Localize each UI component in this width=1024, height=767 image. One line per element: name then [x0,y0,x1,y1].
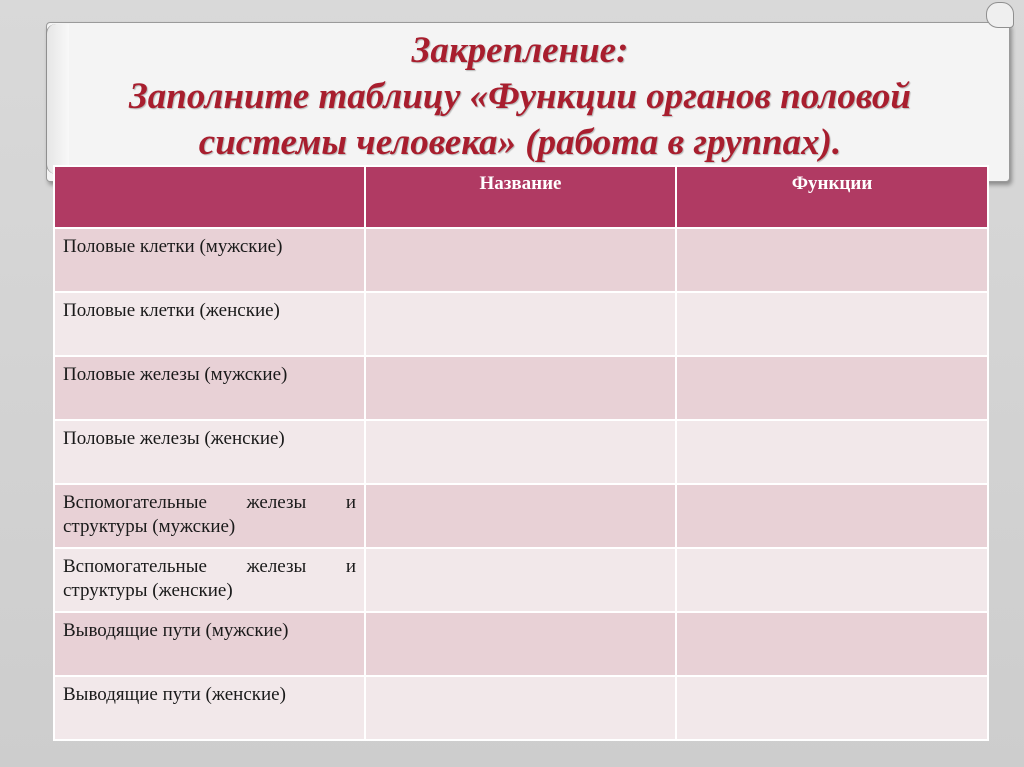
row-label: Вспомогательные железы и структуры (женские) [54,548,365,612]
row-label: Половые железы (женские) [54,420,365,484]
table-row [54,292,988,356]
slide-title [70,28,970,166]
row-label: Половые клетки (мужские) [54,228,365,292]
header-cell-name: Название [365,166,676,228]
functions-cell[interactable] [676,292,988,356]
table-row [54,612,988,676]
scroll-curl-right [986,2,1014,28]
title-line-3: системы человека» (работа в группах). [198,122,842,163]
table-row [54,484,988,548]
name-cell[interactable] [365,228,676,292]
name-cell[interactable] [365,612,676,676]
scroll-curl-left [46,24,69,174]
name-cell[interactable] [365,292,676,356]
functions-cell[interactable] [676,420,988,484]
functions-cell[interactable] [676,612,988,676]
functions-table [53,165,989,741]
functions-cell[interactable] [676,228,988,292]
name-cell[interactable] [365,484,676,548]
row-label: Половые железы (мужские) [54,356,365,420]
functions-cell[interactable] [676,676,988,740]
table-row [54,548,988,612]
row-label: Половые клетки (женские) [54,292,365,356]
table-header-row [54,166,988,228]
name-cell[interactable] [365,420,676,484]
table-row [54,420,988,484]
name-cell[interactable] [365,676,676,740]
row-label: Выводящие пути (мужские) [54,612,365,676]
row-label: Выводящие пути (женские) [54,676,365,740]
table-row [54,356,988,420]
functions-cell[interactable] [676,356,988,420]
table-row [54,228,988,292]
functions-cell[interactable] [676,548,988,612]
name-cell[interactable] [365,548,676,612]
title-line-2: Заполните таблицу «Функции органов половой [128,76,912,117]
header-cell-functions: Функции [676,166,988,228]
header-cell-blank [54,166,365,228]
functions-cell[interactable] [676,484,988,548]
title-line-1: Закрепление: [411,30,629,71]
table-row [54,676,988,740]
row-label: Вспомогательные железы и структуры (мужские) [54,484,365,548]
name-cell[interactable] [365,356,676,420]
